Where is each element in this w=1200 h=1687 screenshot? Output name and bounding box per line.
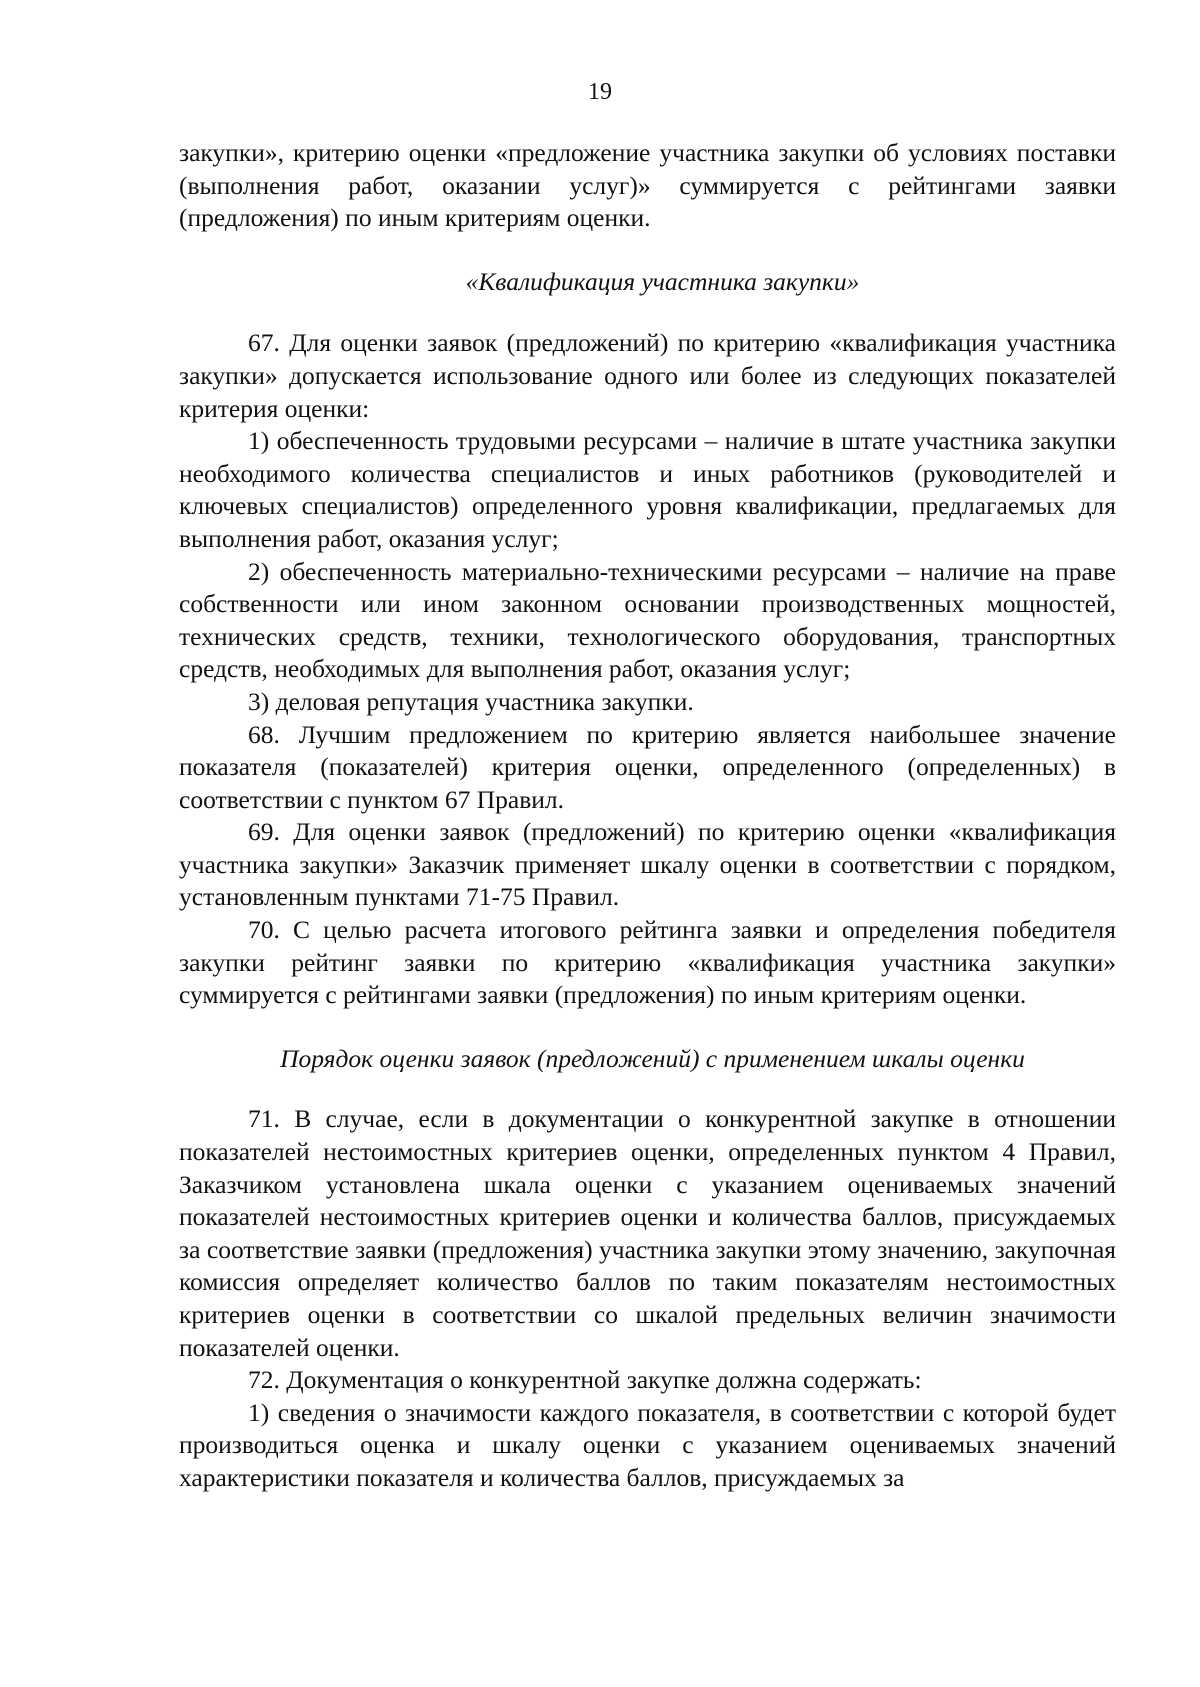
paragraph-69: 69. Для оценки заявок (предложений) по критерию оценки «квалификация участника закупки» Заказчик применяет шкалу оценки в соответствии с порядком, установленным пунктами 71-75 Правил. xyxy=(179,817,1116,912)
section-heading-scale-evaluation: Порядок оценки заявок (предложений) с применением шкалы оценки xyxy=(280,1043,1025,1073)
paragraph-72: 72. Документация о конкурентной закупке должна содержать: xyxy=(248,1365,922,1395)
list-item-72-1: 1) сведения о значимости каждого показателя, в соответствии с которой будет производиться оценка и шкалу оценки с указанием оцениваемых значений характеристики показателя и количества баллов, присуждаемых за xyxy=(179,1397,1116,1492)
list-item-67-3: 3) деловая репутация участника закупки. xyxy=(248,686,694,716)
section-heading-qualification: «Квалификация участника закупки» xyxy=(465,266,860,296)
paragraph-68: 68. Лучшим предложением по критерию является наибольшее значение показателя (показателей) критерия оценки, определенного (определенных) в соответствии с пунктом 67 Правил. xyxy=(179,719,1116,814)
page-number: 19 xyxy=(588,79,612,105)
paragraph-71: 71. В случае, если в документации о конкурентной закупке в отношении показателей нестоимостных критериев оценки, определенных пунктом 4 Правил, Заказчиком установлена шкала оценки с указанием оцениваемых значений показателей нестоимостных критериев оценки и количества баллов, присуждаемых за соответствие заявки (предложения) участника закупки этому значению, закупочная комиссия определяет количество баллов по таким показателям нестоимостных критериев оценки в соответствии со шкалой предельных величин значимости показателей оценки. xyxy=(179,1104,1116,1362)
list-item-67-2: 2) обеспеченность материально-техническими ресурсами – наличие на праве собственности или ином законном основании производственных мощностей, технических средств, техники, технологического оборудования, транспортных средств, необходимых для выполнения работ, оказания услуг; xyxy=(179,556,1116,684)
list-item-67-1: 1) обеспеченность трудовыми ресурсами – наличие в штате участника закупки необходимого количества специалистов и иных работников (руководителей и ключевых специалистов) определенного уровня квалификации, предлагаемых для выполнения работ, оказания услуг; xyxy=(179,426,1116,553)
paragraph-67: 67. Для оценки заявок (предложений) по критерию «квалификация участника закупки» допускается использование одного или более из следующих показателей критерия оценки: xyxy=(179,328,1116,423)
document-body xyxy=(179,137,1116,1495)
paragraph-70: 70. С целью расчета итогового рейтинга заявки и определения победителя закупки рейтинг заявки по критерию «квалификация участника закупки» суммируется с рейтингами заявки (предложения) по иным критериям оценки. xyxy=(179,915,1116,1010)
paragraph-continuation: закупки», критерию оценки «предложение участника закупки об условиях поставки (выполнения работ, оказании услуг)» суммируется с рейтингами заявки (предложения) по иным критериям оценки. xyxy=(179,138,1116,233)
